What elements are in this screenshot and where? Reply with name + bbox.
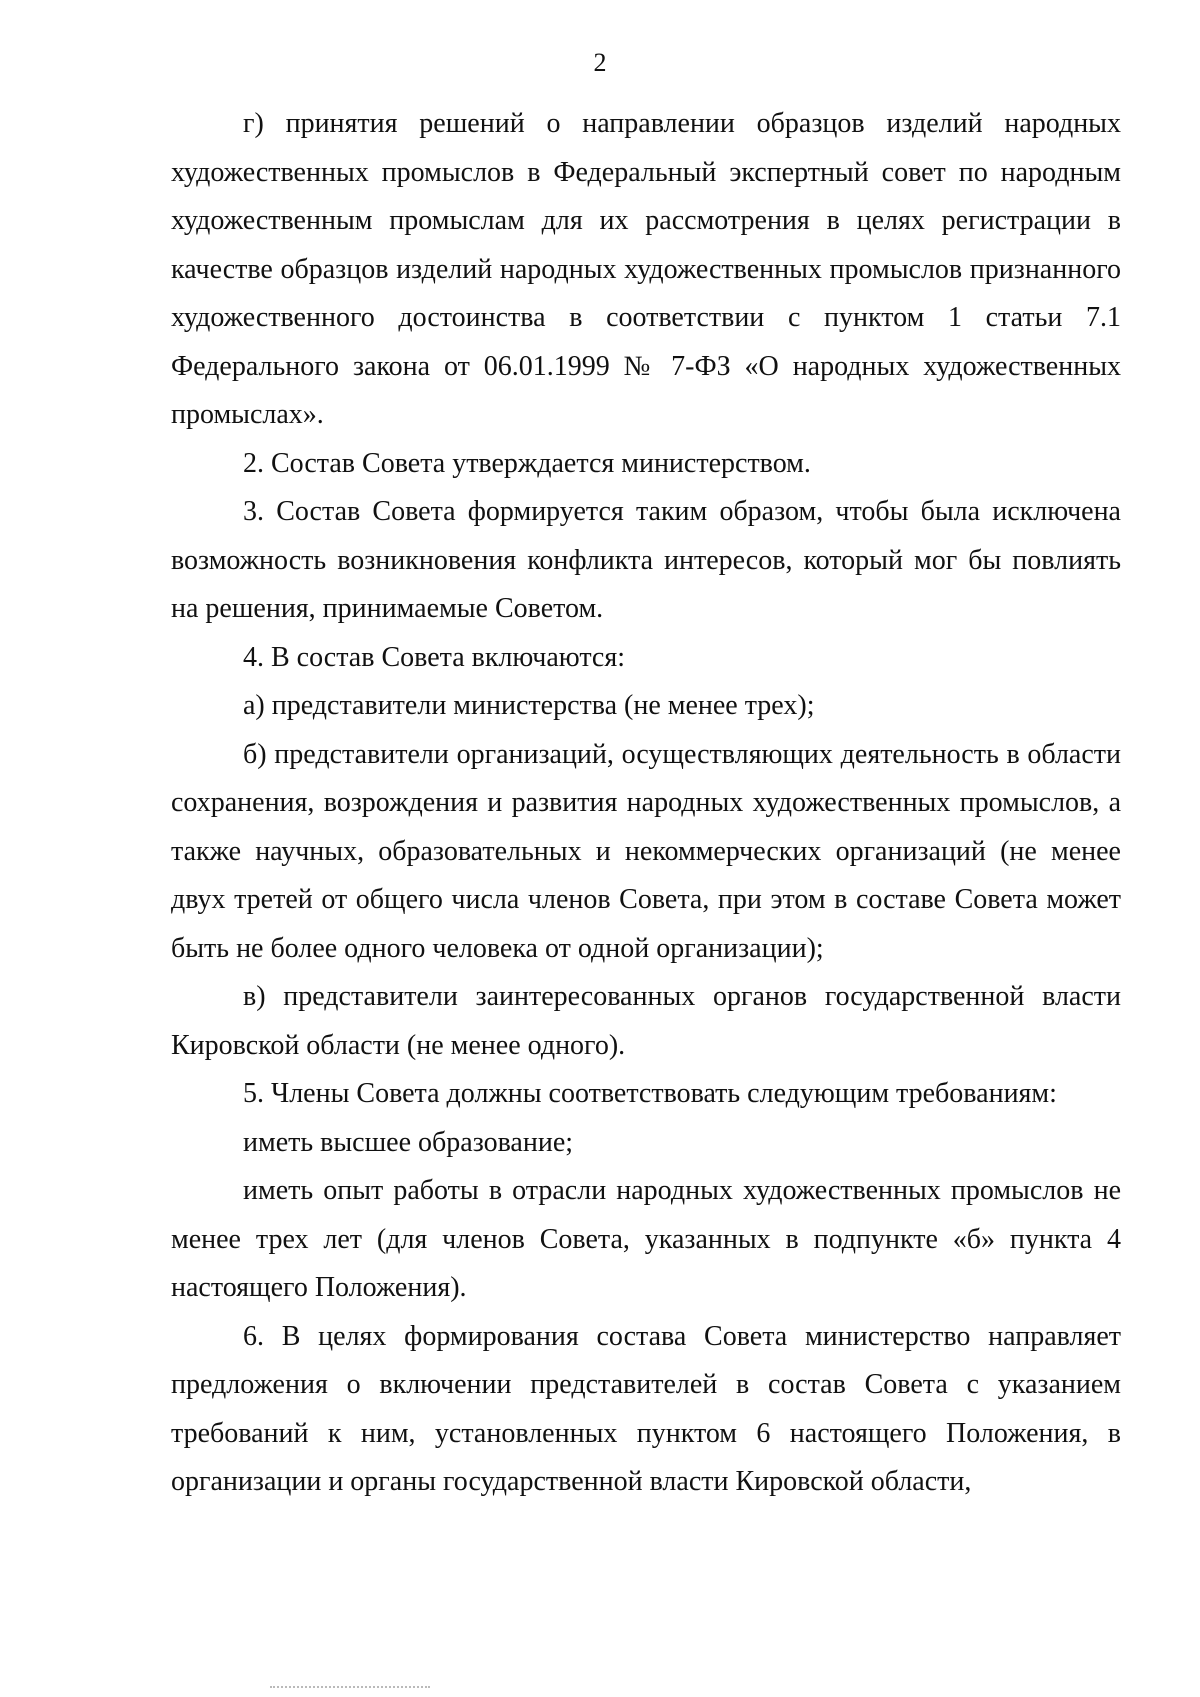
paragraph-g-decisions: г) принятия решений о направлении образцов изделий народных художественных промыслов в Федеральный экспертный совет по народным художественным промыслам для их рассмотрения в целях регистрации в качестве образцов изделий народных художественных промыслов признанного художественного достоинства в соответствии с пунктом 1 статьи 7.1 Федерального закона от 06.01.1999 № 7-ФЗ «О народных художественных промыслах».	[171, 108, 1121, 430]
paragraph-4b-organization-representatives: б) представители организаций, осуществляющих деятельность в области сохранения, возрождения и развития народных художественных промыслов, а также научных, образовательных и некоммерческих организаций (не менее двух третей от общего числа членов Совета, при этом в составе Совета может быть не более одного человека от одной организации);	[171, 738, 1121, 964]
paragraph-2-council-composition: 2. Состав Совета утверждается министерством.	[243, 447, 811, 479]
paragraph-5-member-requirements: 5. Члены Совета должны соответствовать следующим требованиям:	[243, 1078, 1057, 1109]
paragraph-4a-ministry-representatives: а) представители министерства (не менее трех);	[243, 690, 815, 721]
page-number: 2	[593, 48, 607, 77]
paragraph-6-formation-proposals: 6. В целях формирования состава Совета министерство направляет предложения о включении представителей в состав Совета с указанием требований к ним, установленных пунктом 6 настоящего Положения, в организации и органы государственной власти Кировской области,	[171, 1320, 1121, 1497]
paragraph-4v-government-representatives: в) представители заинтересованных органов государственной власти Кировской области (не менее одного).	[171, 981, 1121, 1061]
paragraph-3-conflict-of-interest: 3. Состав Совета формируется таким образом, чтобы была исключена возможность возникновения конфликта интересов, который мог бы повлиять на решения, принимаемые Советом.	[171, 496, 1121, 624]
paragraph-requirement-higher-education: иметь высшее образование;	[243, 1126, 574, 1158]
paragraph-4-members-included: 4. В состав Совета включаются:	[243, 641, 625, 673]
paragraph-requirement-work-experience: иметь опыт работы в отрасли народных художественных промыслов не менее трех лет (для членов Совета, указанных в подпункте «б» пункта 4 настоящего Положения).	[171, 1175, 1121, 1303]
scan-artifact-mark	[270, 1686, 430, 1692]
document-body	[171, 100, 1121, 1507]
